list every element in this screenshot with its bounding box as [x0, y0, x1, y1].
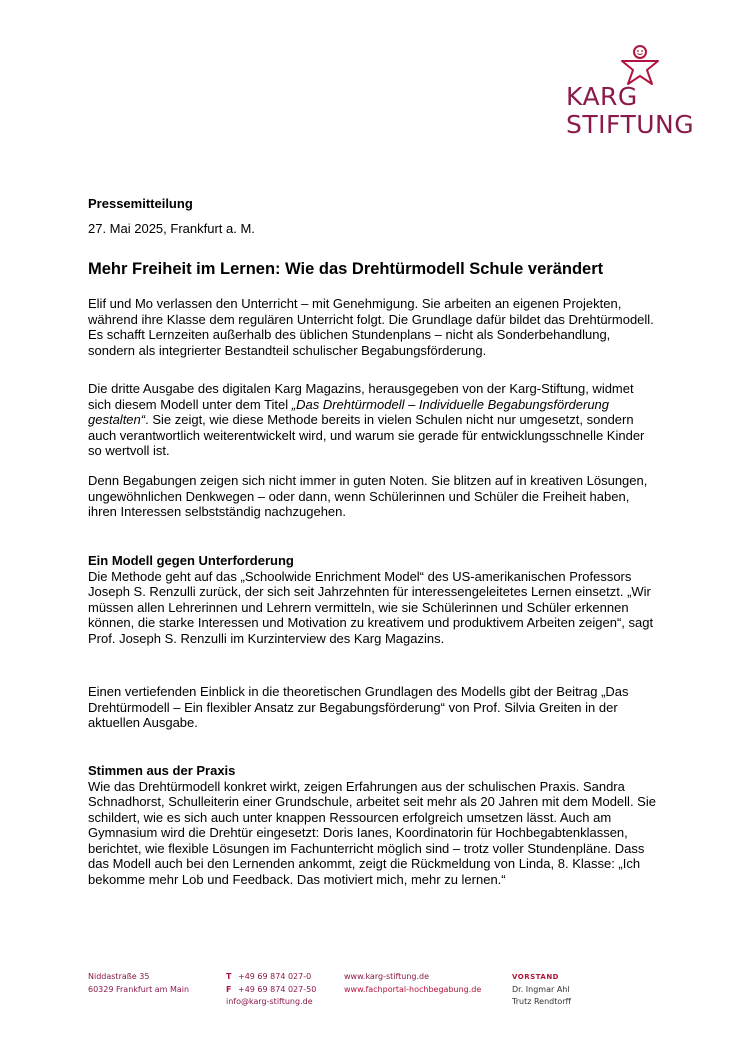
paragraph-talents	[88, 473, 658, 520]
footer-phone: +49 69 874 027-0	[238, 972, 312, 981]
release-date: 27. Mai 2025, Frankfurt a. M.	[88, 221, 255, 236]
footer-board	[512, 971, 571, 1009]
fax-label: F	[226, 984, 232, 994]
phone-label: T	[226, 972, 232, 981]
logo-stiftung-text: STIFTUNG	[566, 110, 695, 139]
section-practice	[88, 763, 658, 887]
paragraph-text-after: . Sie zeigt, wie diese Methode bereits in vielen Schulen nicht nur umgesetzt, sondern auch verantwortlich weiterentwickelt wird, und warum sie gerade für entwicklungsschnelle Kinder so wertvoll ist.	[88, 412, 645, 458]
board-heading: VORSTAND	[512, 973, 559, 981]
paragraph-text: Elif und Mo verlassen den Unterricht – mit Genehmigung. Sie arbeiten an eigenen Projekten, während ihre Klasse dem regulären Unterricht folgt. Die Grundlage dafür bildet das Drehtürmodell. Es schafft Lernzeiten außerhalb des üblichen Stundenplans – nicht als Sonderbehandlung, sondern als integrierter Bestandteil schulischer Begabungsförderung.	[88, 296, 654, 358]
paragraph-insight	[88, 684, 658, 731]
footer-website-link[interactable]: www.karg-stiftung.de	[344, 972, 430, 981]
section-heading: Ein Modell gegen Unterforderung	[88, 553, 294, 568]
footer-portal-link[interactable]: www.fachportal-hochbegabung.de	[344, 984, 482, 994]
paragraph-intro	[88, 296, 658, 358]
board-member: Dr. Ingmar Ahl	[512, 984, 570, 994]
footer-web	[344, 971, 481, 996]
footer-contact	[226, 971, 316, 1009]
footer-fax: +49 69 874 027-50	[238, 984, 317, 994]
paragraph-magazine	[88, 381, 658, 459]
page-title: Mehr Freiheit im Lernen: Wie das Drehtürmodell Schule verändert	[88, 260, 604, 278]
section-model	[88, 553, 658, 646]
document-type-label: Pressemitteilung	[88, 196, 193, 211]
magazine-title: „Das Drehtürmodell – Individuelle Begabungsförderung gestalten“	[88, 396, 610, 427]
paragraph-text: Denn Begabungen zeigen sich nicht immer in guten Noten. Sie blitzen auf in kreativen Lösungen, ungewöhnlichen Denkwegen – oder dann, wenn Schülerinnen und Schüler die Freiheit haben, ihren Interessen selbstständig nachzugehen.	[88, 473, 648, 519]
board-member: Trutz Rendtorff	[512, 997, 572, 1006]
footer-address	[88, 971, 189, 996]
footer-city: 60329 Frankfurt am Main	[88, 984, 190, 994]
karg-stiftung-logo	[566, 44, 716, 139]
paragraph-text: Einen vertiefenden Einblick in die theoretischen Grundlagen des Modells gibt der Beitrag „Das Drehtürmodell – Ein flexibler Ansatz zur Begabungsförderung“ von Prof. Silvia Greiten in der aktuellen Ausgabe.	[88, 684, 629, 730]
section-body: Wie das Drehtürmodell konkret wirkt, zeigen Erfahrungen aus der schulischen Praxis. Sandra Schnadhorst, Schulleiterin einer Grundschule, arbeitet seit mehr als 20 Jahren mit dem Modell. Sie schildert, wie es sich auch unter knappen Ressourcen erfolgreich umsetzen lässt. Auch am Gymnasium wird die Drehtür eingesetzt: Doris Ianes, Koordinatorin für Hochbegabtenklassen, berichtet, wie flexible Lösungen im Fachunterricht möglich sind – trotz voller Stundenpläne. Dass das Modell auch bei den Lernenden ankommt, zeigt die Rückmeldung von Linda, 8. Klasse: „Ich bekomme mehr Lob und Feedback. Das motiviert mich, mehr zu lernen.“	[88, 778, 656, 887]
footer-street: Niddastraße 35	[88, 972, 150, 981]
paragraph-text-before: Die dritte Ausgabe des digitalen Karg Magazins, herausgegeben von der Karg-Stiftung, widmet sich diesem Modell unter dem Titel	[88, 381, 634, 412]
footer-email[interactable]: info@karg-stiftung.de	[226, 997, 313, 1006]
section-heading: Stimmen aus der Praxis	[88, 763, 236, 778]
logo-karg-text: KARG	[566, 82, 638, 111]
section-body: Die Methode geht auf das „Schoolwide Enrichment Model“ des US-amerikanischen Professors Joseph S. Renzulli zurück, der sich seit Jahrzehnten für interessengeleitetes Lernen einsetzt. „Wir müssen allen Lehrerinnen und Lehrern vermitteln, wie sie Schülerinnen und Schüler erkennen können, die starke Interessen und Motivation zu kreativem und produktivem Arbeiten zeigen“, sagt Prof. Joseph S. Renzulli im Kurzinterview des Karg Magazins.	[88, 568, 654, 646]
